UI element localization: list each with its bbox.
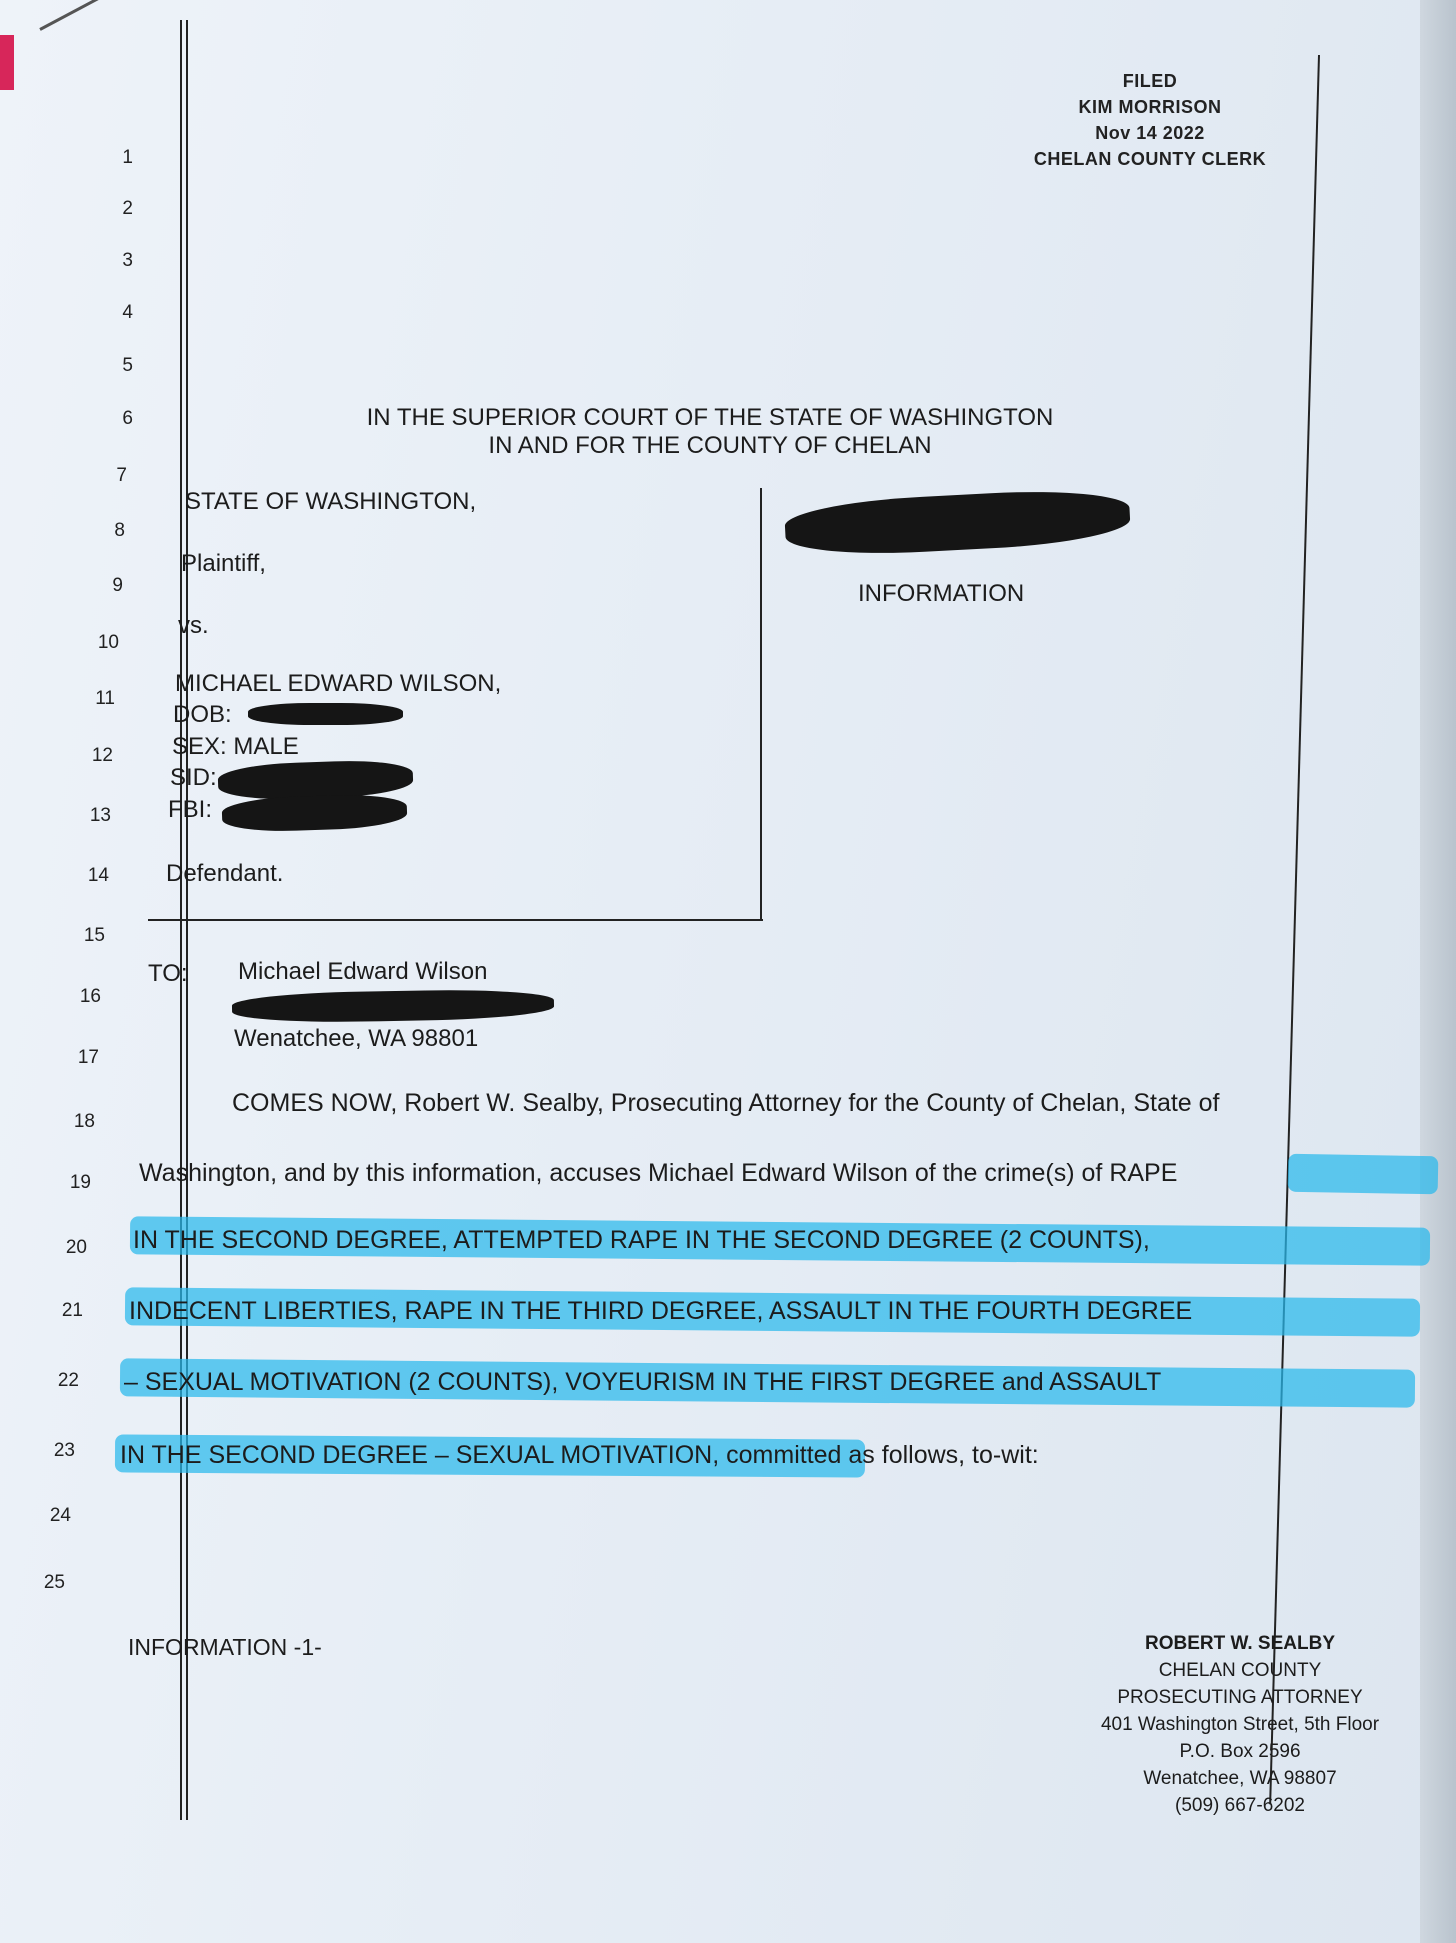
address-city: Wenatchee, WA 98801 [234, 1025, 479, 1052]
to-label: TO: [148, 960, 188, 987]
line-number: 7 [116, 465, 127, 486]
line-number: 10 [97, 632, 119, 653]
line-number: 1 [122, 147, 133, 168]
line-number: 15 [83, 925, 105, 946]
line-number: 8 [114, 520, 125, 541]
body-line-19-text: Washington, and by this information, accuses Michael Edward Wilson of the crime(s) of [139, 1159, 1103, 1187]
highlight-line-19 [1288, 1154, 1439, 1195]
body-line-20: IN THE SECOND DEGREE, ATTEMPTED RAPE IN THE SECOND DEGREE (2 COUNTS), [133, 1226, 1150, 1254]
line-number: 13 [89, 805, 111, 826]
sex-line: SEX: MALE [172, 733, 299, 760]
line-number: 12 [91, 745, 113, 766]
filed-stamp [980, 68, 1320, 172]
versus: vs. [178, 612, 209, 639]
line-number: 11 [95, 688, 115, 709]
background-object [0, 35, 14, 90]
line-number: 20 [65, 1237, 87, 1258]
plaintiff-role: Plaintiff, [181, 550, 266, 577]
page-edge [1420, 0, 1456, 1943]
document-type: INFORMATION [858, 580, 1025, 607]
clerk-office: CHELAN COUNTY CLERK [1033, 149, 1267, 169]
prosecutor-office-block [1070, 1630, 1410, 1819]
court-heading-line2: IN AND FOR THE COUNTY OF CHELAN [488, 432, 932, 459]
line-number: 17 [77, 1047, 99, 1068]
plaintiff-name: STATE OF WASHINGTON, [185, 488, 477, 515]
court-heading [330, 404, 1090, 460]
prosecutor-name: ROBERT W. SEALBY [1144, 1633, 1335, 1654]
fbi-label: FBI: [168, 796, 213, 823]
body-line-19 [139, 1159, 1177, 1188]
line-number: 21 [61, 1300, 83, 1321]
line-number: 25 [43, 1572, 65, 1593]
prosecutor-title: PROSECUTING ATTORNEY [1117, 1687, 1363, 1708]
caption-divider-vertical [760, 488, 762, 920]
redaction-dob [248, 703, 403, 725]
line-number: 3 [122, 250, 133, 271]
line-number: 4 [122, 302, 133, 323]
sid-label: SID: [170, 764, 217, 791]
line-number: 23 [53, 1440, 75, 1461]
body-line-21: INDECENT LIBERTIES, RAPE IN THE THIRD DEGREE, ASSAULT IN THE FOURTH DEGREE [129, 1297, 1193, 1325]
body-line-23 [120, 1441, 1039, 1470]
page-label: INFORMATION -1- [128, 1634, 322, 1660]
office-po-box: P.O. Box 2596 [1179, 1741, 1301, 1762]
line-number: 14 [87, 865, 109, 886]
office-phone: (509) 667-6202 [1175, 1795, 1305, 1816]
defendant-role: Defendant. [166, 860, 284, 887]
clerk-name: KIM MORRISON [1078, 97, 1222, 117]
office-street: 401 Washington Street, 5th Floor [1100, 1714, 1380, 1735]
body-line-22: – SEXUAL MOTIVATION (2 COUNTS), VOYEURISM IN THE FIRST DEGREE and ASSAULT [124, 1368, 1162, 1396]
line-number: 24 [49, 1505, 71, 1526]
filed-date: Nov 14 2022 [1095, 123, 1205, 143]
line-number: 2 [122, 198, 133, 219]
line-number: 18 [73, 1111, 95, 1132]
prosecutor-county: CHELAN COUNTY [1158, 1660, 1322, 1681]
body-line-18: COMES NOW, Robert W. Sealby, Prosecuting Attorney for the County of Chelan, State of [232, 1089, 1220, 1117]
caption-divider-horizontal [148, 919, 763, 921]
defendant-name: MICHAEL EDWARD WILSON, [175, 670, 502, 697]
line-number: 19 [69, 1172, 91, 1193]
body-line-19-charge: RAPE [1109, 1159, 1178, 1187]
line-number: 6 [122, 408, 133, 429]
line-number: 9 [112, 575, 123, 596]
address-name: Michael Edward Wilson [238, 958, 488, 985]
line-number: 16 [79, 986, 101, 1007]
dob-label: DOB: [173, 701, 232, 728]
body-line-23-charge: IN THE SECOND DEGREE – SEXUAL MOTIVATION, [120, 1441, 720, 1469]
line-number: 5 [122, 355, 133, 376]
filed-label: FILED [1122, 71, 1178, 91]
office-city: Wenatchee, WA 98807 [1143, 1768, 1337, 1789]
line-number: 22 [57, 1370, 79, 1391]
court-heading-line1: IN THE SUPERIOR COURT OF THE STATE OF WASHINGTON [366, 404, 1054, 431]
body-line-23-text: committed as follows, to-wit: [726, 1441, 1039, 1469]
